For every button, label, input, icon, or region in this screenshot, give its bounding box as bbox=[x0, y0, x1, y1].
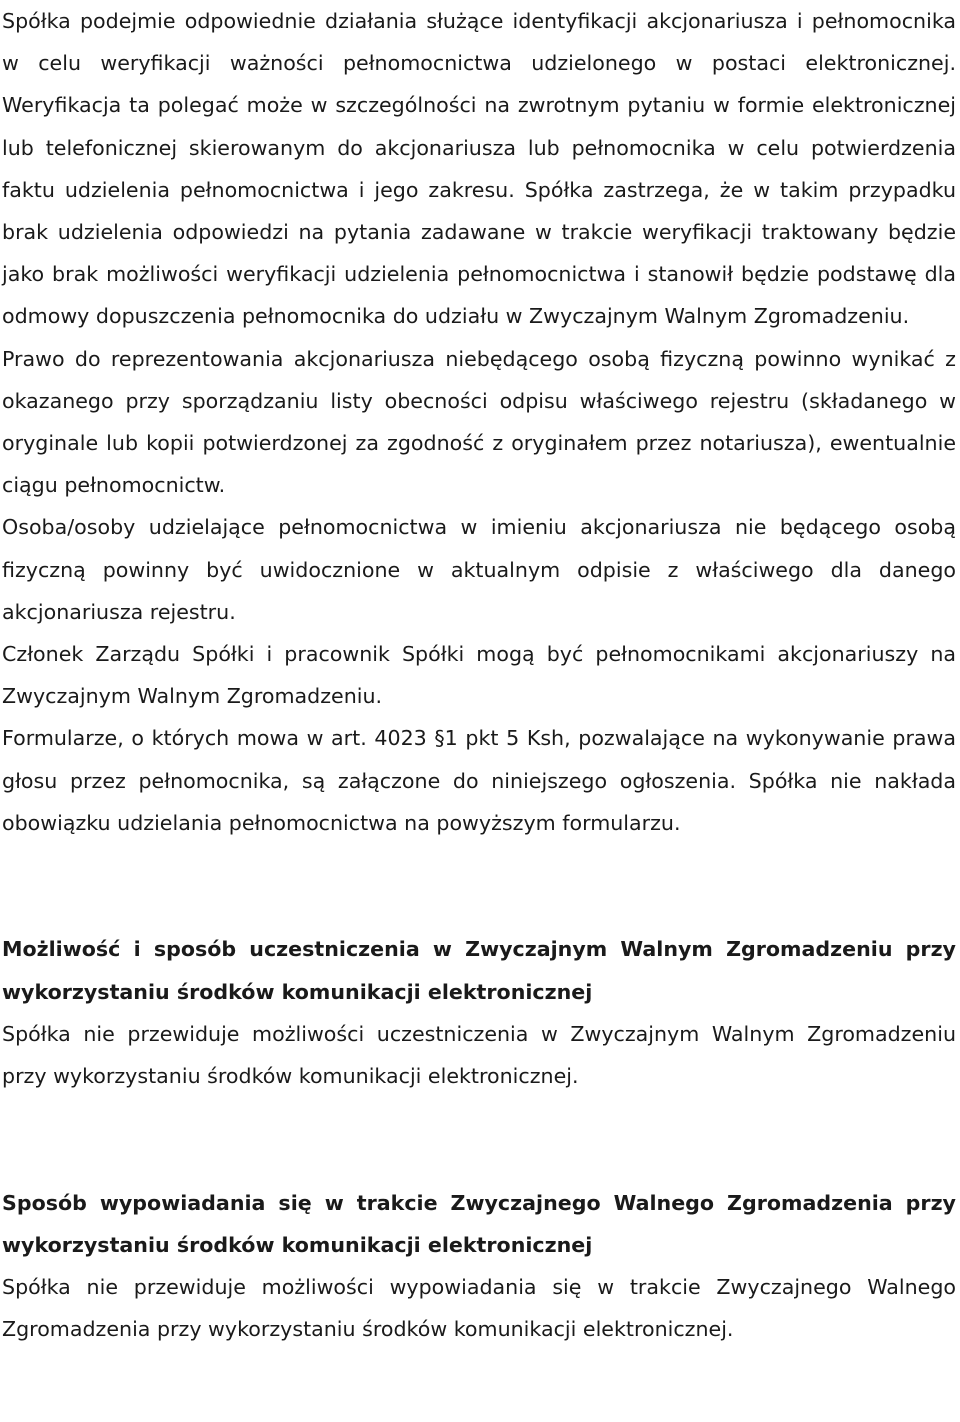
paragraph-electronic-speaking: Spółka nie przewiduje możliwości wypowiadania się w trakcie Zwyczajnego Walnego Zgromadzenia przy wykorzystaniu środków komunikacji elektronicznej. bbox=[2, 1275, 956, 1342]
section-spacer bbox=[2, 1097, 956, 1181]
heading-electronic-participation: Możliwość i sposób uczestniczenia w Zwyczajnym Walnym Zgromadzeniu przy wykorzystaniu środków komunikacji elektronicznej bbox=[2, 937, 956, 1004]
paragraph-proxy-verification: Spółka podejmie odpowiednie działania służące identyfikacji akcjonariusza i pełnomocnika w celu weryfikacji ważności pełnomocnictwa udzielonego w postaci elektronicznej. Weryfikacja ta polegać może w szczególności na zwrotnym pytaniu w formie elektronicznej lub telefonicznej skierowanym do akcjonariusza lub pełnomocnika w celu potwierdzenia faktu udzielenia pełnomocnictwa i jego zakresu. Spółka zastrzega, że w takim przypadku brak udzielenia odpowiedzi na pytania zadawane w trakcie weryfikacji traktowany będzie jako brak możliwości weryfikacji udzielenia pełnomocnictwa i stanowił będzie podstawę dla odmowy dopuszczenia pełnomocnika do udziału w Zwyczajnym Walnym Zgromadzeniu. bbox=[2, 9, 956, 329]
heading-electronic-speaking: Sposób wypowiadania się w trakcie Zwyczajnego Walnego Zgromadzenia przy wykorzystaniu środków komunikacji elektronicznej bbox=[2, 1190, 956, 1257]
paragraph-board-members-as-proxies: Członek Zarządu Spółki i pracownik Spółki mogą być pełnomocnikami akcjonariuszy na Zwyczajnym Walnym Zgromadzeniu. bbox=[2, 642, 956, 709]
section-spacer bbox=[2, 844, 956, 928]
paragraph-legal-entity-representation: Prawo do reprezentowania akcjonariusza niebędącego osobą fizyczną powinno wynikać z okazanego przy sporządzaniu listy obecności odpisu właściwego rejestru (składanego w oryginale lub kopii potwierdzonej za zgodność z oryginałem przez notariusza), ewentualnie ciągu pełnomocnictw. bbox=[2, 346, 956, 498]
paragraph-authorizing-persons: Osoba/osoby udzielające pełnomocnictwa w imieniu akcjonariusza nie będącego osobą fizyczną powinny być uwidocznione w aktualnym odpisie z właściwego dla danego akcjonariusza rejestru. bbox=[2, 515, 956, 624]
document-page bbox=[2, 0, 956, 1350]
paragraph-electronic-participation: Spółka nie przewiduje możliwości uczestniczenia w Zwyczajnym Walnym Zgromadzeniu przy wykorzystaniu środków komunikacji elektronicznej. bbox=[2, 1021, 956, 1089]
paragraph-proxy-forms: Formularze, o których mowa w art. 4023 §1 pkt 5 Ksh, pozwalające na wykonywanie prawa głosu przez pełnomocnika, są załączone do niniejszego ogłoszenia. Spółka nie nakłada obowiązku udzielania pełnomocnictwa na powyższym formularzu. bbox=[2, 726, 956, 835]
